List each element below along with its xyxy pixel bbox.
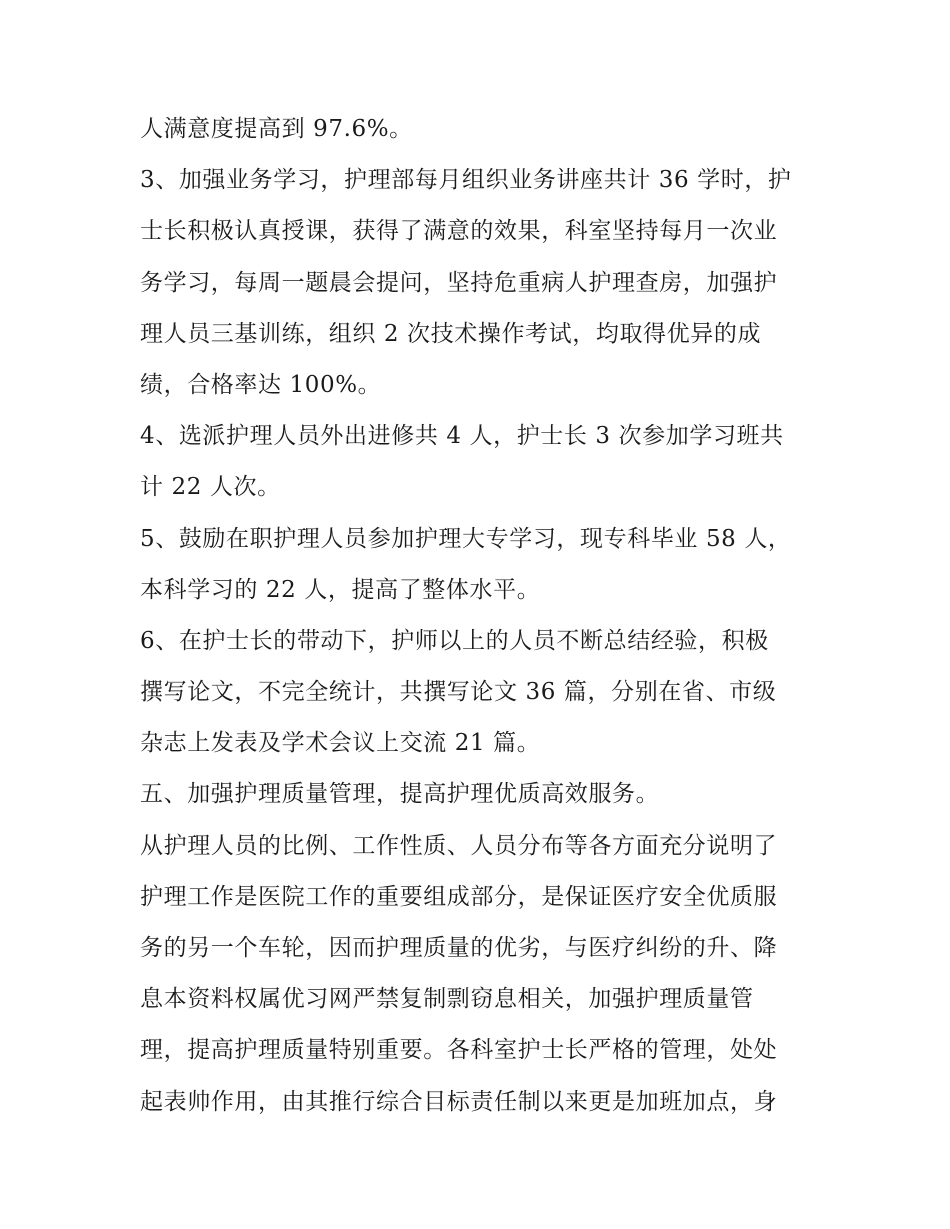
text-line: 理，提高护理质量特别重要。各科室护士长严格的管理，处处 <box>140 1037 778 1064</box>
text-line: 撰写论文，不完全统计，共撰写论文 36 篇，分别在省、市级 <box>140 679 777 706</box>
text-line: 务的另一个车轮，因而护理质量的优劣，与医疗纠纷的升、降 <box>140 935 778 961</box>
text-line: 息本资料权属优习网严禁复制剽窃息相关，加强护理质量管 <box>140 986 754 1013</box>
text-line: 护理工作是医院工作的重要组成部分，是保证医疗安全优质服 <box>140 883 778 910</box>
text-line: 3、加强业务学习，护理部每月组织业务讲座共计 36 学时，护 <box>140 167 792 194</box>
text-line: 从护理人员的比例、工作性质、人员分布等各方面充分说明了 <box>140 832 778 859</box>
text-line: 4、选派护理人员外出进修共 4 人，护士长 3 次参加学习班共 <box>140 423 784 450</box>
text-line: 计 22 人次。 <box>140 474 281 501</box>
text-line: 务学习，每周一题晨会提问，坚持危重病人护理查房，加强护 <box>140 269 778 296</box>
text-line: 士长积极认真授课，获得了满意的效果，科室坚持每月一次业 <box>140 218 778 245</box>
text-line: 杂志上发表及学术会议上交流 21 篇。 <box>140 730 541 757</box>
text-line: 本科学习的 22 人，提高了整体水平。 <box>140 576 541 603</box>
document-page <box>140 104 830 1128</box>
text-line: 理人员三基训练，组织 2 次技术操作考试，均取得优异的成 <box>140 320 762 347</box>
text-line: 6、在护士长的带动下，护师以上的人员不断总结经验，积极 <box>140 627 769 654</box>
text-line: 5、鼓励在职护理人员参加护理大专学习，现专科毕业 58 人， <box>140 525 792 552</box>
text-line: 起表帅作用，由其推行综合目标责任制以来更是加班加点，身 <box>140 1088 778 1115</box>
section-heading: 五、加强护理质量管理，提高护理优质高效服务。 <box>140 781 660 808</box>
text-line: 人满意度提高到 97.6%。 <box>140 116 413 142</box>
text-line: 绩，合格率达 100%。 <box>140 371 382 398</box>
